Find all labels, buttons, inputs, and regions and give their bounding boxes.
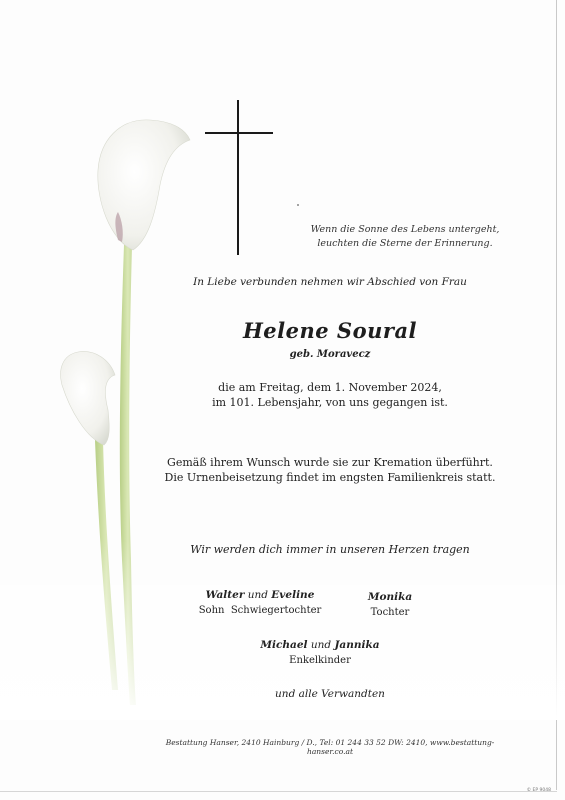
cross-icon <box>203 100 275 255</box>
mourner-name: Jannika <box>334 639 380 651</box>
mourner-role: Enkelkinder <box>289 655 351 666</box>
cremation-line-2: Die Urnenbeisetzung findet im engsten Familienkreis statt. <box>164 471 496 484</box>
death-line-2: im 101. Lebensjahr, von uns gegangen ist. <box>212 396 448 409</box>
mourner-name: Eveline <box>271 589 315 601</box>
template-code: © EP 9048 <box>526 788 551 793</box>
mourner-name: Walter <box>205 589 245 601</box>
speck <box>297 204 299 206</box>
death-line-1: die am Freitag, dem 1. November 2024, <box>218 381 442 394</box>
mourner-monika <box>345 590 435 620</box>
cremation-notice <box>150 455 510 485</box>
quote <box>300 223 510 251</box>
birth-name: geb. Moravecz <box>289 349 371 360</box>
mourner-connector: und <box>310 639 332 651</box>
motto: Wir werden dich immer in unseren Herzen tragen <box>190 543 470 556</box>
quote-line-1: Wenn die Sonne des Lebens untergeht, <box>310 224 500 235</box>
funeral-home-footer: Bestattung Hanser, 2410 Hainburg / D., Tel: 01 244 33 52 DW: 2410, www.bestattung-hanser.co.at <box>165 738 495 756</box>
relatives-text: und alle Verwandten <box>275 688 385 700</box>
deceased-name: Helene Soural <box>242 318 418 343</box>
intro-text: In Liebe verbunden nehmen wir Abschied von Frau <box>193 276 467 288</box>
mourner-role: Sohn <box>198 605 225 616</box>
mourner-connector: und <box>247 589 268 601</box>
mourner-michael-jannika <box>250 638 390 668</box>
mourner-walter-eveline <box>185 588 335 618</box>
mourner-role: Schwiegertochter <box>230 605 322 616</box>
mourner-role: Tochter <box>370 607 410 618</box>
cremation-line-1: Gemäß ihrem Wunsch wurde sie zur Kremation überführt. <box>167 456 493 469</box>
quote-line-2: leuchten die Sterne der Erinnerung. <box>317 238 493 249</box>
mourner-name: Monika <box>367 591 413 603</box>
mourner-name: Michael <box>260 639 308 651</box>
death-notice <box>150 380 510 410</box>
